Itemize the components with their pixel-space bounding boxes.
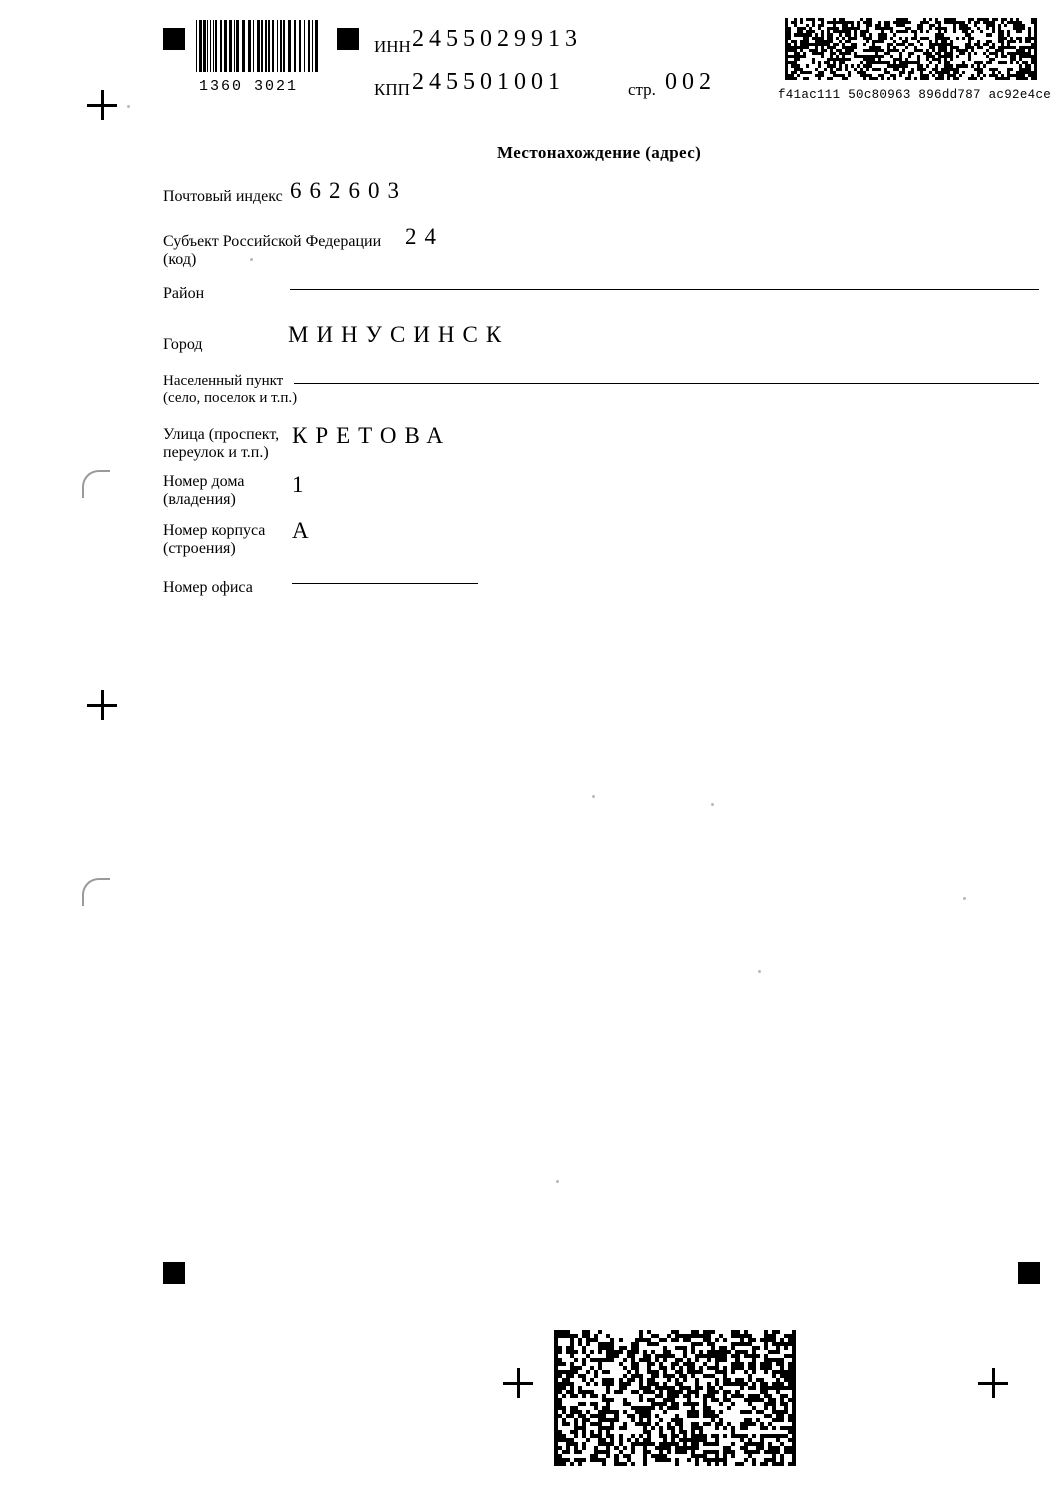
crosshair-mark-bottom-center: [503, 1368, 533, 1398]
field-label-street: Улица (проспект,: [163, 426, 280, 443]
scan-speck: [592, 795, 595, 798]
corner-square-mark-bottom-left: [163, 1262, 185, 1284]
field-label-city: Город: [163, 336, 203, 353]
kpp-value: 245501001: [412, 69, 565, 95]
field-sublabel-house-number: (владения): [163, 491, 236, 508]
barcode-2d-bottom: [554, 1330, 796, 1466]
barcode-2d-top-right: [785, 18, 1037, 80]
field-label-locality: Населенный пункт: [163, 373, 284, 389]
field-label-region: Субъект Российской Федерации: [163, 233, 382, 250]
field-label-postal-index: Почтовый индекс: [163, 188, 283, 205]
barcode-number: 1360 3021: [199, 78, 299, 95]
page-label: стр.: [628, 80, 656, 99]
field-sublabel-region: (код): [163, 251, 197, 268]
field-sublabel-street: переулок и т.п.): [163, 444, 269, 461]
arc-mark-upper: [82, 470, 110, 498]
crosshair-mark-top-left: [87, 90, 117, 120]
field-sublabel-locality: (село, поселок и т.п.): [163, 390, 298, 406]
corner-square-mark-top-left: [163, 28, 185, 50]
scan-speck: [556, 1180, 559, 1183]
scan-speck: [250, 258, 253, 261]
field-value-city: МИНУСИНСК: [288, 322, 510, 347]
scan-speck: [758, 970, 761, 973]
field-value-building-number: А: [292, 518, 315, 543]
corner-square-mark-bottom-right: [1018, 1262, 1040, 1284]
arc-mark-lower: [82, 878, 110, 906]
section-title: Местонахождение (адрес): [497, 143, 702, 162]
document-hash: f41ac111 50c80963 896dd787 ac92e4ce: [778, 88, 1052, 102]
barcode-top-left: [196, 20, 320, 72]
inn-value: 2455029913: [412, 26, 582, 52]
field-label-house-number: Номер дома: [163, 473, 245, 490]
field-value-postal-index: 662603: [290, 178, 407, 203]
field-label-building-number: Номер корпуса: [163, 522, 266, 539]
field-rule-district: [290, 289, 1039, 290]
field-label-office-number: Номер офиса: [163, 579, 253, 596]
inn-label: ИНН: [374, 37, 411, 56]
crosshair-mark-bottom-right: [978, 1368, 1008, 1398]
field-sublabel-building-number: (строения): [163, 540, 236, 557]
field-value-street: КРЕТОВА: [292, 423, 452, 448]
scan-speck: [127, 105, 130, 108]
scan-speck: [711, 803, 714, 806]
field-label-district: Район: [163, 285, 205, 302]
field-rule-locality: [294, 383, 1039, 384]
crosshair-mark-mid-left: [87, 690, 117, 720]
scan-speck: [963, 897, 966, 900]
field-rule-office-number: [292, 583, 478, 584]
page-value: 002: [665, 69, 716, 95]
corner-square-mark-top-mid: [337, 28, 359, 50]
field-value-house-number: 1: [292, 472, 310, 497]
kpp-label: КПП: [374, 80, 410, 99]
field-value-region: 24: [405, 224, 444, 249]
